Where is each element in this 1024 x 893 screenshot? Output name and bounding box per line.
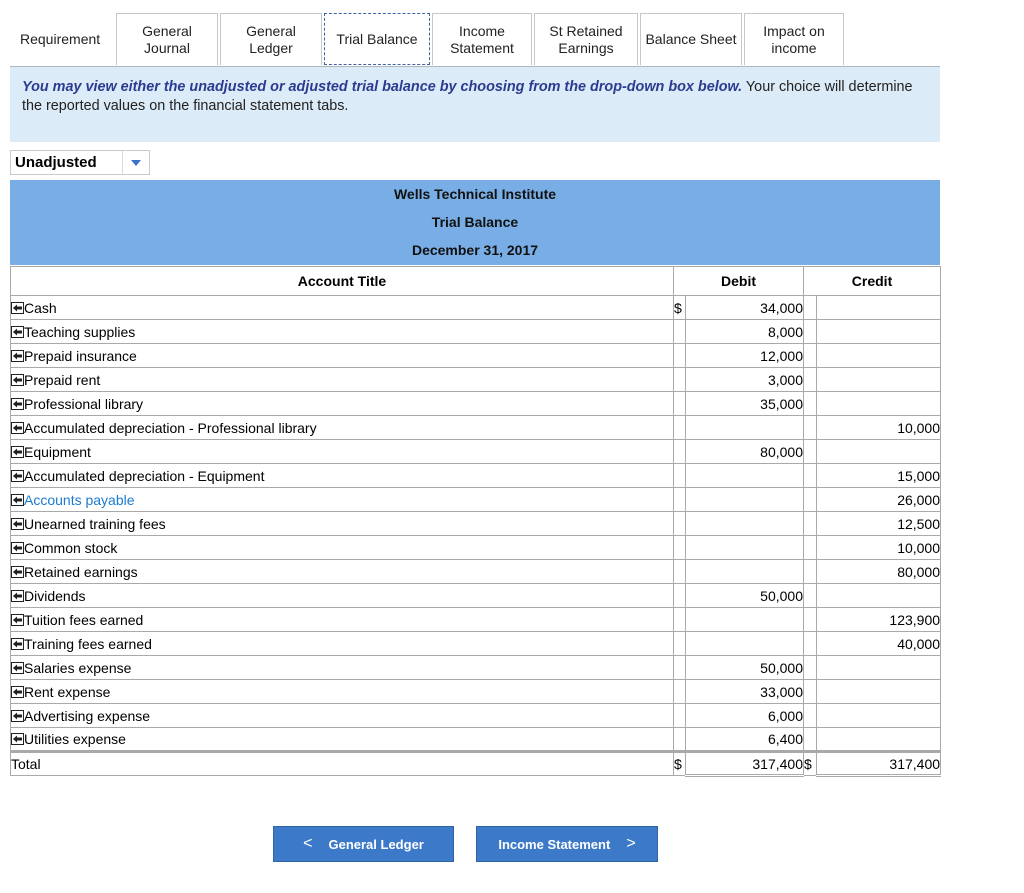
credit-cell [817,680,941,704]
dropdown-toggle[interactable] [122,151,149,174]
credit-cell [817,344,941,368]
instructions-emphasis: You may view either the unadjusted or adjusted trial balance by choosing from the drop-down box below. [22,79,743,95]
row-arrow-icon[interactable] [11,566,24,578]
prev-general-ledger-button[interactable] [273,826,454,862]
next-income-statement-button[interactable] [476,826,658,862]
debit-cell: 3,000 [686,368,804,392]
account-title: Training fees earned [24,635,152,652]
trial-balance-table [10,266,941,777]
account-title-cell[interactable] [11,368,674,392]
row-arrow-icon[interactable] [11,494,24,506]
account-title: Equipment [24,443,91,460]
tab-general-journal[interactable]: General Journal [116,13,218,65]
company-name: Wells Technical Institute [393,186,557,202]
account-title: Tuition fees earned [24,611,144,628]
row-arrow-icon[interactable] [11,398,24,410]
row-arrow-icon[interactable] [11,662,24,674]
prev-button-label: General Ledger [328,836,424,852]
tab-general-ledger[interactable]: General Ledger [220,13,322,65]
total-debit-dollar: $ [674,752,686,776]
credit-dollar-cell [804,416,817,440]
credit-cell [817,296,941,320]
debit-cell [686,608,804,632]
total-label: Total [11,752,674,776]
row-arrow-icon[interactable] [11,542,24,554]
table-row [11,680,941,704]
tab-bar [10,13,940,66]
chevron-right-icon: > [626,835,636,852]
table-row [11,464,941,488]
account-title-cell[interactable] [11,488,674,512]
credit-dollar-cell [804,704,817,728]
credit-cell: 26,000 [817,488,941,512]
account-title-cell[interactable] [11,608,674,632]
table-row [11,512,941,536]
tab-impact-on-income[interactable]: Impact on income [744,13,844,65]
account-title: Advertising expense [24,707,151,724]
table-row [11,632,941,656]
account-title: Accounts payable [24,491,135,508]
debit-dollar-cell [674,704,686,728]
account-title-cell[interactable] [11,464,674,488]
debit-cell [686,488,804,512]
debit-cell: 33,000 [686,680,804,704]
account-title-cell[interactable] [11,656,674,680]
statement-name: Trial Balance [431,214,519,230]
table-row [11,560,941,584]
credit-dollar-cell [804,560,817,584]
debit-dollar-cell: $ [674,296,686,320]
caret-down-icon [131,160,141,166]
account-title-cell[interactable] [11,512,674,536]
credit-dollar-cell [804,632,817,656]
account-title-cell[interactable] [11,320,674,344]
row-arrow-icon[interactable] [11,470,24,482]
credit-cell [817,584,941,608]
credit-dollar-cell [804,464,817,488]
debit-cell [686,560,804,584]
row-arrow-icon[interactable] [11,326,24,338]
credit-cell [817,656,941,680]
table-row [11,704,941,728]
debit-dollar-cell [674,728,686,752]
debit-cell [686,464,804,488]
row-arrow-icon[interactable] [11,350,24,362]
debit-cell: 12,000 [686,344,804,368]
account-title-cell[interactable] [11,392,674,416]
account-title: Salaries expense [24,659,132,676]
row-arrow-icon[interactable] [11,518,24,530]
account-title-cell[interactable] [11,440,674,464]
credit-dollar-cell [804,344,817,368]
debit-cell [686,632,804,656]
credit-dollar-cell [804,440,817,464]
row-arrow-icon[interactable] [11,710,24,722]
account-title: Cash [24,299,57,316]
row-arrow-icon[interactable] [11,686,24,698]
table-row [11,536,941,560]
account-title: Utilities expense [24,731,126,747]
row-arrow-icon[interactable] [11,446,24,458]
table-row [11,656,941,680]
debit-cell: 35,000 [686,392,804,416]
table-row [11,368,941,392]
col-header-debit: Debit [674,267,804,296]
credit-dollar-cell [804,728,817,752]
credit-dollar-cell [804,656,817,680]
tab-balance-sheet[interactable]: Balance Sheet [640,13,742,65]
row-arrow-icon[interactable] [11,614,24,626]
credit-dollar-cell [804,608,817,632]
row-arrow-icon[interactable] [11,422,24,434]
debit-cell: 6,400 [686,728,804,752]
account-title-cell[interactable] [11,560,674,584]
statement-header [10,180,940,265]
statement-date: December 31, 2017 [411,242,539,258]
credit-cell: 10,000 [817,416,941,440]
tab-requirement[interactable]: Requirement [10,13,114,65]
total-credit: 317,400 [817,752,941,776]
credit-cell [817,368,941,392]
row-arrow-icon[interactable] [11,733,24,745]
chevron-left-icon: < [303,835,313,852]
debit-cell: 8,000 [686,320,804,344]
credit-dollar-cell [804,368,817,392]
account-title-cell[interactable] [11,728,674,752]
total-debit: 317,400 [686,752,804,776]
row-arrow-icon[interactable] [11,638,24,650]
account-title-cell[interactable] [11,632,674,656]
credit-cell: 12,500 [817,512,941,536]
credit-cell: 80,000 [817,560,941,584]
table-row [11,320,941,344]
debit-dollar-cell [674,656,686,680]
debit-dollar-cell [674,368,686,392]
debit-cell: 80,000 [686,440,804,464]
credit-cell: 10,000 [817,536,941,560]
debit-dollar-cell [674,632,686,656]
account-title-cell[interactable] [11,584,674,608]
account-title: Prepaid insurance [24,347,137,364]
table-row [11,392,941,416]
credit-dollar-cell [804,488,817,512]
credit-dollar-cell [804,320,817,344]
credit-cell [817,440,941,464]
account-title-cell[interactable] [11,296,674,320]
credit-cell: 40,000 [817,632,941,656]
account-title-cell[interactable] [11,416,674,440]
debit-dollar-cell [674,680,686,704]
table-row [11,728,941,752]
credit-dollar-cell [804,584,817,608]
debit-cell [686,512,804,536]
debit-cell [686,416,804,440]
debit-dollar-cell [674,488,686,512]
account-title: Professional library [24,395,144,412]
table-row [11,584,941,608]
account-title: Prepaid rent [24,371,101,388]
tab-trial-balance[interactable]: Trial Balance [324,13,430,65]
row-arrow-icon[interactable] [11,374,24,386]
balance-type-select[interactable] [10,150,150,175]
tab-st-retained-earnings[interactable]: St Retained Earnings [534,13,638,65]
credit-dollar-cell [804,512,817,536]
debit-dollar-cell [674,320,686,344]
credit-dollar-cell [804,296,817,320]
account-title: Retained earnings [24,563,138,580]
table-row [11,296,941,320]
credit-cell [817,320,941,344]
account-title: Unearned training fees [24,515,166,532]
credit-cell [817,392,941,416]
debit-dollar-cell [674,560,686,584]
col-header-credit: Credit [804,267,941,296]
debit-dollar-cell [674,512,686,536]
instructions-rest: Your choice will determine the reported values on the financial statement tabs. [22,79,913,114]
table-row [11,608,941,632]
account-title: Teaching supplies [24,323,136,340]
credit-cell: 15,000 [817,464,941,488]
total-credit-dollar: $ [804,752,817,776]
account-title: Dividends [24,587,86,604]
total-row [11,752,941,776]
debit-cell: 50,000 [686,584,804,608]
table-row [11,344,941,368]
row-arrow-icon[interactable] [11,590,24,602]
account-title-cell[interactable] [11,344,674,368]
account-title: Common stock [24,539,118,556]
account-title-cell[interactable] [11,536,674,560]
debit-dollar-cell [674,536,686,560]
account-title-cell[interactable] [11,680,674,704]
balance-type-value: Unadjusted [15,154,97,171]
debit-cell [686,536,804,560]
account-title: Accumulated depreciation - Professional library [24,419,317,436]
debit-dollar-cell [674,464,686,488]
tab-income-statement[interactable]: Income Statement [432,13,532,65]
debit-cell: 6,000 [686,704,804,728]
debit-dollar-cell [674,584,686,608]
debit-dollar-cell [674,440,686,464]
row-arrow-icon[interactable] [11,302,24,314]
debit-dollar-cell [674,416,686,440]
account-title-cell[interactable] [11,704,674,728]
next-button-label: Income Statement [498,836,611,852]
col-header-account: Account Title [11,267,674,296]
debit-dollar-cell [674,392,686,416]
debit-dollar-cell [674,608,686,632]
table-row [11,488,941,512]
credit-cell: 123,900 [817,608,941,632]
instructions-box [10,67,940,142]
account-title: Accumulated depreciation - Equipment [24,467,265,484]
debit-dollar-cell [674,344,686,368]
debit-cell: 50,000 [686,656,804,680]
account-title: Rent expense [24,683,111,700]
credit-cell [817,704,941,728]
debit-cell: 34,000 [686,296,804,320]
table-row [11,440,941,464]
credit-cell [817,728,941,752]
credit-dollar-cell [804,392,817,416]
credit-dollar-cell [804,680,817,704]
credit-dollar-cell [804,536,817,560]
table-row [11,416,941,440]
